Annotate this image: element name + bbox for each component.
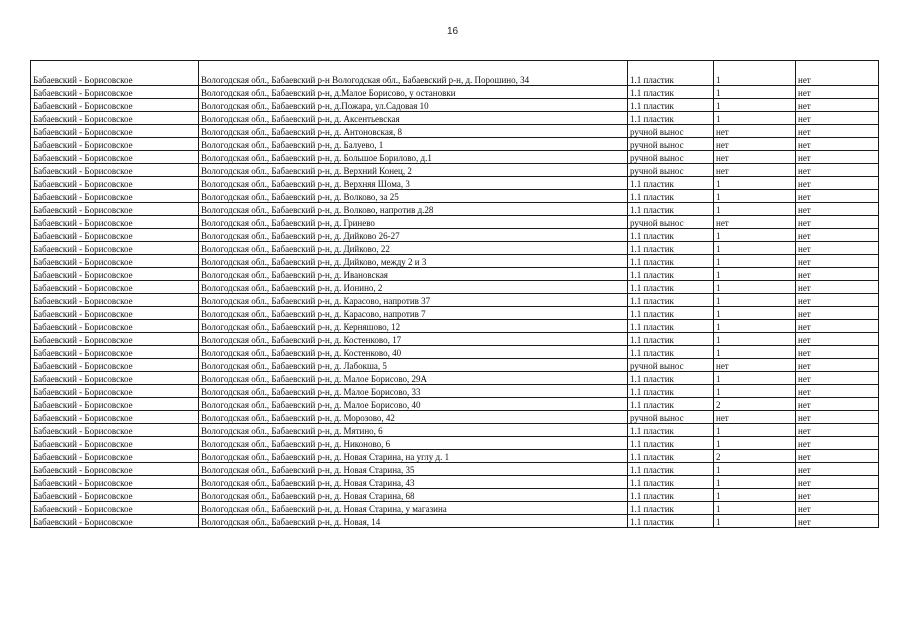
table-row: [31, 385, 879, 398]
cell-area: Бабаевский - Борисовское: [31, 346, 199, 359]
table-body: [31, 61, 879, 528]
cell-quantity: 1: [714, 333, 796, 346]
cell-area: Бабаевский - Борисовское: [31, 463, 199, 476]
table-row: [31, 86, 879, 99]
cell-area: Бабаевский - Борисовское: [31, 515, 199, 528]
cell-container-type: 1.1 пластик: [628, 489, 714, 502]
cell-quantity: нет: [714, 164, 796, 177]
cell-container-type: 1.1 пластик: [628, 385, 714, 398]
table-row: [31, 294, 879, 307]
cell-flag: нет: [796, 86, 879, 99]
cell-quantity: нет: [714, 125, 796, 138]
table-row: [31, 281, 879, 294]
cell-flag: нет: [796, 411, 879, 424]
cell-area: Бабаевский - Борисовское: [31, 255, 199, 268]
table-row: [31, 99, 879, 112]
cell-quantity: 1: [714, 281, 796, 294]
cell-address: Вологодская обл., Бабаевский р-н, д. Лабокша, 5: [199, 359, 628, 372]
table-row: [31, 476, 879, 489]
cell-flag: нет: [796, 437, 879, 450]
cell-container-type: 1.1 пластик: [628, 398, 714, 411]
table-row: [31, 255, 879, 268]
cell-area: Бабаевский - Борисовское: [31, 333, 199, 346]
cell-container-type: 1.1 пластик: [628, 203, 714, 216]
cell-area: Бабаевский - Борисовское: [31, 151, 199, 164]
cell-quantity: нет: [714, 359, 796, 372]
cell-quantity: нет: [714, 411, 796, 424]
cell-quantity: 1: [714, 190, 796, 203]
cell-area: Бабаевский - Борисовское: [31, 424, 199, 437]
cell-area: Бабаевский - Борисовское: [31, 138, 199, 151]
table-row: [31, 216, 879, 229]
cell-container-type: ручной вынос: [628, 411, 714, 424]
cell-flag: нет: [796, 255, 879, 268]
cell-container-type: 1.1 пластик: [628, 424, 714, 437]
cell-area: Бабаевский - Борисовское: [31, 99, 199, 112]
cell-container-type: 1.1 пластик: [628, 450, 714, 463]
table-row: [31, 450, 879, 463]
table-row: [31, 463, 879, 476]
cell-container-type: 1.1 пластик: [628, 268, 714, 281]
table-row: [31, 190, 879, 203]
cell-quantity: 1: [714, 437, 796, 450]
cell-address: Вологодская обл., Бабаевский р-н, д. Новая Старина, на углу д. 1: [199, 450, 628, 463]
table-row: [31, 411, 879, 424]
cell-container-type: 1.1 пластик: [628, 112, 714, 125]
cell-quantity: 1: [714, 515, 796, 528]
cell-flag: нет: [796, 307, 879, 320]
cell-address: Вологодская обл., Бабаевский р-н, д. Карасово, напротив 7: [199, 307, 628, 320]
table-row: [31, 502, 879, 515]
table-row: [31, 125, 879, 138]
cell-flag: нет: [796, 203, 879, 216]
cell-quantity: 1: [714, 502, 796, 515]
cell-address: Вологодская обл., Бабаевский р-н, д. Костенково, 40: [199, 346, 628, 359]
table-row: [31, 268, 879, 281]
cell-quantity: 1: [714, 255, 796, 268]
cell-area: Бабаевский - Борисовское: [31, 398, 199, 411]
cell-flag: нет: [796, 424, 879, 437]
cell-address: Вологодская обл., Бабаевский р-н, д. Гринево: [199, 216, 628, 229]
cell-quantity: 1: [714, 177, 796, 190]
cell-quantity: 1: [714, 372, 796, 385]
cell-quantity: 1: [714, 203, 796, 216]
cell-container-type: 1.1 пластик: [628, 333, 714, 346]
cell-address: Вологодская обл., Бабаевский р-н, д. Дийково, 22: [199, 242, 628, 255]
table-row: [31, 177, 879, 190]
cell-container-type: 1.1 пластик: [628, 177, 714, 190]
cell-address: Вологодская обл., Бабаевский р-н, д. Костенково, 17: [199, 333, 628, 346]
table-row: [31, 398, 879, 411]
cell-area: Бабаевский - Борисовское: [31, 190, 199, 203]
cell-address: Вологодская обл., Бабаевский р-н, д. Керняшово, 12: [199, 320, 628, 333]
cell-container-type: 1.1 пластик: [628, 476, 714, 489]
cell-container-type: 1.1 пластик: [628, 372, 714, 385]
cell-flag: нет: [796, 372, 879, 385]
cell-container-type: 1.1 пластик: [628, 463, 714, 476]
cell-quantity: 1: [714, 112, 796, 125]
cell-flag: нет: [796, 398, 879, 411]
cell-quantity: 1: [714, 476, 796, 489]
cell-address: Вологодская обл., Бабаевский р-н, д. Мятино, 6: [199, 424, 628, 437]
cell-flag: нет: [796, 385, 879, 398]
table-row: [31, 112, 879, 125]
cell-container-type: ручной вынос: [628, 216, 714, 229]
cell-quantity: 1: [714, 242, 796, 255]
cell-address: Вологодская обл., Бабаевский р-н, д. Верхний Конец, 2: [199, 164, 628, 177]
cell-container-type: 1.1 пластик: [628, 294, 714, 307]
cell-container-type: 1.1 пластик: [628, 515, 714, 528]
cell-container-type: ручной вынос: [628, 125, 714, 138]
cell-container-type: 1.1 пластик: [628, 502, 714, 515]
cell-address: Вологодская обл., Бабаевский р-н, д. Малое Борисово, 40: [199, 398, 628, 411]
table-row: [31, 307, 879, 320]
cell-address: Вологодская обл., Бабаевский р-н, д. Новая Старина, у магазина: [199, 502, 628, 515]
page-number: 16: [446, 26, 459, 37]
cell-address: Вологодская обл., Бабаевский р-н, д. Малое Борисово, 29А: [199, 372, 628, 385]
cell-quantity: 1: [714, 294, 796, 307]
cell-flag: нет: [796, 463, 879, 476]
table-row: [31, 229, 879, 242]
cell-flag: нет: [796, 190, 879, 203]
cell-container-type: 1.1 пластик: [628, 242, 714, 255]
table-row: [31, 372, 879, 385]
cell-quantity: 1: [714, 320, 796, 333]
cell-flag: нет: [796, 268, 879, 281]
cell-address: Вологодская обл., Бабаевский р-н, д. Балуево, 1: [199, 138, 628, 151]
cell-area: Бабаевский - Борисовское: [31, 476, 199, 489]
cell-address: Вологодская обл., Бабаевский р-н, д. Ивановская: [199, 268, 628, 281]
cell-area: Бабаевский - Борисовское: [31, 489, 199, 502]
cell-quantity: 2: [714, 398, 796, 411]
cell-flag: нет: [796, 489, 879, 502]
cell-container-type: 1.1 пластик: [628, 346, 714, 359]
cell-address: Вологодская обл., Бабаевский р-н Вологодская обл., Бабаевский р-н, д. Порошино, 34: [199, 61, 628, 86]
cell-flag: нет: [796, 242, 879, 255]
cell-flag: нет: [796, 61, 879, 86]
cell-area: Бабаевский - Борисовское: [31, 61, 199, 86]
cell-container-type: 1.1 пластик: [628, 61, 714, 86]
cell-container-type: 1.1 пластик: [628, 229, 714, 242]
cell-quantity: нет: [714, 216, 796, 229]
table-row: [31, 138, 879, 151]
cell-address: Вологодская обл., Бабаевский р-н, д. Большое Борилово, д.1: [199, 151, 628, 164]
cell-flag: нет: [796, 294, 879, 307]
cell-area: Бабаевский - Борисовское: [31, 437, 199, 450]
cell-quantity: нет: [714, 138, 796, 151]
cell-flag: нет: [796, 112, 879, 125]
cell-area: Бабаевский - Борисовское: [31, 112, 199, 125]
cell-container-type: 1.1 пластик: [628, 281, 714, 294]
table-row: [31, 346, 879, 359]
cell-address: Вологодская обл., Бабаевский р-н, д. Никоново, 6: [199, 437, 628, 450]
cell-quantity: 1: [714, 489, 796, 502]
table-row: [31, 151, 879, 164]
cell-quantity: 1: [714, 86, 796, 99]
cell-quantity: 1: [714, 268, 796, 281]
table-row: [31, 333, 879, 346]
table-row: [31, 489, 879, 502]
cell-address: Вологодская обл., Бабаевский р-н, д. Новая Старина, 43: [199, 476, 628, 489]
cell-address: Вологодская обл., Бабаевский р-н, д. Малое Борисово, 33: [199, 385, 628, 398]
table-row: [31, 515, 879, 528]
cell-area: Бабаевский - Борисовское: [31, 164, 199, 177]
cell-area: Бабаевский - Борисовское: [31, 372, 199, 385]
cell-quantity: 1: [714, 307, 796, 320]
cell-area: Бабаевский - Борисовское: [31, 294, 199, 307]
cell-quantity: 1: [714, 99, 796, 112]
cell-container-type: 1.1 пластик: [628, 437, 714, 450]
cell-quantity: 1: [714, 424, 796, 437]
cell-address: Вологодская обл., Бабаевский р-н, д. Верхняя Шома, 3: [199, 177, 628, 190]
table-row: [31, 242, 879, 255]
cell-address: Вологодская обл., Бабаевский р-н, д. Карасово, напротив 37: [199, 294, 628, 307]
cell-container-type: 1.1 пластик: [628, 86, 714, 99]
table-row: [31, 203, 879, 216]
cell-flag: нет: [796, 333, 879, 346]
cell-flag: нет: [796, 216, 879, 229]
cell-area: Бабаевский - Борисовское: [31, 359, 199, 372]
cell-container-type: 1.1 пластик: [628, 307, 714, 320]
table-row: [31, 424, 879, 437]
cell-container-type: 1.1 пластик: [628, 255, 714, 268]
cell-flag: нет: [796, 229, 879, 242]
cell-container-type: 1.1 пластик: [628, 320, 714, 333]
cell-flag: нет: [796, 359, 879, 372]
cell-address: Вологодская обл., Бабаевский р-н, д. Антоновская, 8: [199, 125, 628, 138]
cell-quantity: 1: [714, 61, 796, 86]
cell-quantity: 1: [714, 463, 796, 476]
cell-container-type: ручной вынос: [628, 138, 714, 151]
cell-container-type: 1.1 пластик: [628, 190, 714, 203]
cell-address: Вологодская обл., Бабаевский р-н, д. Новая Старина, 35: [199, 463, 628, 476]
cell-area: Бабаевский - Борисовское: [31, 125, 199, 138]
cell-quantity: 2: [714, 450, 796, 463]
cell-flag: нет: [796, 450, 879, 463]
cell-flag: нет: [796, 320, 879, 333]
cell-area: Бабаевский - Борисовское: [31, 385, 199, 398]
cell-address: Вологодская обл., Бабаевский р-н, д. Новая, 14: [199, 515, 628, 528]
table-row: [31, 359, 879, 372]
cell-quantity: 1: [714, 385, 796, 398]
table-row: [31, 61, 879, 86]
cell-area: Бабаевский - Борисовское: [31, 268, 199, 281]
cell-area: Бабаевский - Борисовское: [31, 203, 199, 216]
cell-quantity: нет: [714, 151, 796, 164]
cell-container-type: ручной вынос: [628, 164, 714, 177]
table-row: [31, 164, 879, 177]
cell-flag: нет: [796, 99, 879, 112]
cell-area: Бабаевский - Борисовское: [31, 281, 199, 294]
cell-flag: нет: [796, 138, 879, 151]
cell-flag: нет: [796, 502, 879, 515]
cell-container-type: ручной вынос: [628, 151, 714, 164]
cell-flag: нет: [796, 476, 879, 489]
cell-area: Бабаевский - Борисовское: [31, 242, 199, 255]
table-row: [31, 320, 879, 333]
waste-site-table: [30, 60, 879, 528]
cell-address: Вологодская обл., Бабаевский р-н, д. Дийково, между 2 и 3: [199, 255, 628, 268]
cell-area: Бабаевский - Борисовское: [31, 86, 199, 99]
cell-address: Вологодская обл., Бабаевский р-н, д. Волково, напротив д.28: [199, 203, 628, 216]
cell-area: Бабаевский - Борисовское: [31, 450, 199, 463]
cell-flag: нет: [796, 151, 879, 164]
cell-flag: нет: [796, 164, 879, 177]
cell-area: Бабаевский - Борисовское: [31, 502, 199, 515]
cell-flag: нет: [796, 515, 879, 528]
cell-address: Вологодская обл., Бабаевский р-н, д. Аксентьевская: [199, 112, 628, 125]
cell-address: Вологодская обл., Бабаевский р-н, д.Пожара, ул.Садовая 10: [199, 99, 628, 112]
table-row: [31, 437, 879, 450]
cell-area: Бабаевский - Борисовское: [31, 229, 199, 242]
cell-address: Вологодская обл., Бабаевский р-н, д.Малое Борисово, у остановки: [199, 86, 628, 99]
cell-area: Бабаевский - Борисовское: [31, 320, 199, 333]
cell-flag: нет: [796, 281, 879, 294]
cell-address: Вологодская обл., Бабаевский р-н, д. Новая Старина, 68: [199, 489, 628, 502]
cell-area: Бабаевский - Борисовское: [31, 411, 199, 424]
cell-container-type: 1.1 пластик: [628, 99, 714, 112]
cell-container-type: ручной вынос: [628, 359, 714, 372]
cell-area: Бабаевский - Борисовское: [31, 177, 199, 190]
cell-address: Вологодская обл., Бабаевский р-н, д. Морозово, 42: [199, 411, 628, 424]
cell-area: Бабаевский - Борисовское: [31, 307, 199, 320]
cell-quantity: 1: [714, 229, 796, 242]
cell-flag: нет: [796, 177, 879, 190]
cell-address: Вологодская обл., Бабаевский р-н, д. Дийково 26-27: [199, 229, 628, 242]
cell-address: Вологодская обл., Бабаевский р-н, д. Ионино, 2: [199, 281, 628, 294]
cell-area: Бабаевский - Борисовское: [31, 216, 199, 229]
cell-flag: нет: [796, 125, 879, 138]
cell-flag: нет: [796, 346, 879, 359]
cell-quantity: 1: [714, 346, 796, 359]
cell-address: Вологодская обл., Бабаевский р-н, д. Волково, за 25: [199, 190, 628, 203]
